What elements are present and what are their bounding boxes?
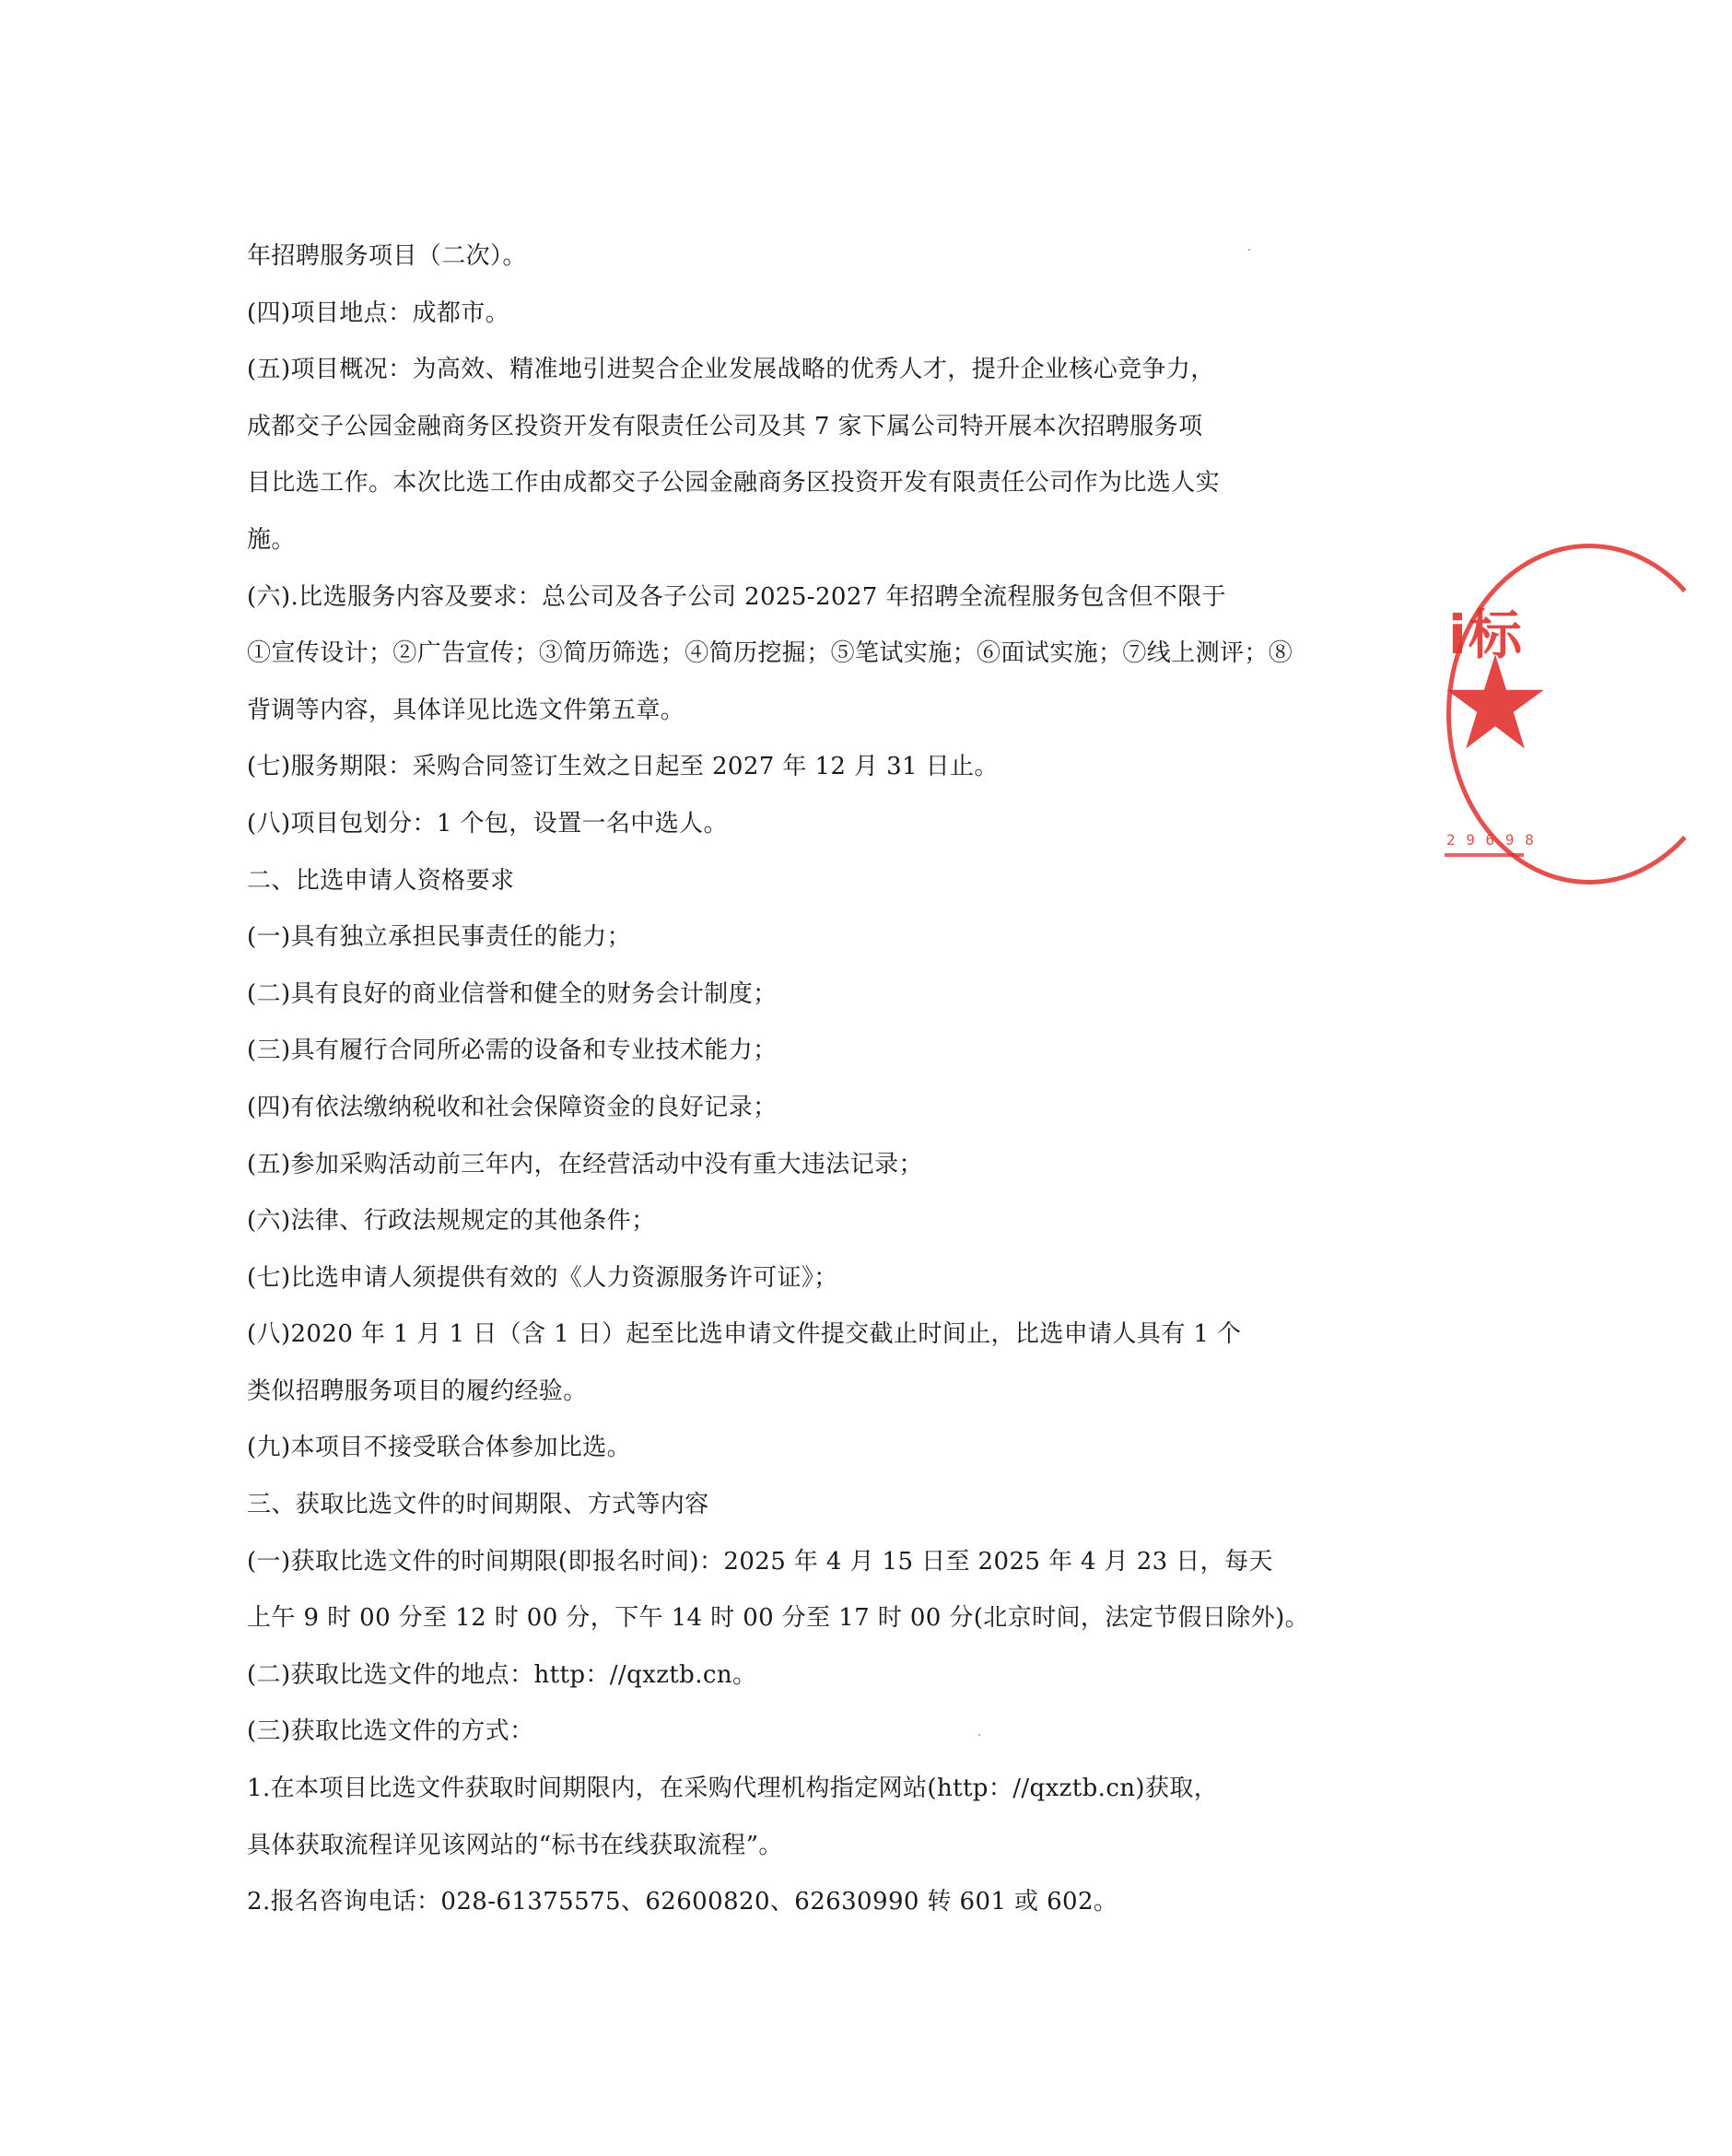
text-line: (六)法律、行政法规规定的其他条件；	[247, 1207, 656, 1236]
scan-speck	[978, 1734, 980, 1736]
star-icon	[1445, 652, 1546, 754]
seal-number: 2 9 6 9 8	[1446, 831, 1535, 849]
text-line: ①宣传设计；②广告宣传；③简历筛选；④简历挖掘；⑤笔试实施；⑥面试实施；⑦线上测评；⑧	[247, 639, 1293, 668]
text-line: (九)本项目不接受联合体参加比选。	[247, 1434, 632, 1462]
text-line: 施。	[247, 525, 296, 554]
text-line: (一)获取比选文件的时间期限(即报名时间)：2025 年 4 月 15 日至 2025 年 4 月 23 日，每天	[247, 1547, 1273, 1576]
text-line: (三)具有履行合同所必需的设备和专业技术能力；	[247, 1037, 778, 1065]
text-line: (六).比选服务内容及要求：总公司及各子公司 2025-2027 年招聘全流程服务包含但不限于	[247, 582, 1227, 611]
red-seal-stamp	[1437, 544, 1535, 875]
text-line: 成都交子公园金融商务区投资开发有限责任公司及其 7 家下属公司特开展本次招聘服务项	[247, 412, 1203, 440]
text-line: 年招聘服务项目（二次）。	[247, 242, 527, 270]
text-line: (五)项目概况：为高效、精准地引进契合企业发展战略的优秀人才，提升企业核心竞争力，	[247, 356, 1215, 384]
text-line: 2.报名咨询电话：028-61375575、62600820、62630990 转 601 或 602。	[247, 1888, 1118, 1916]
section-heading: 二、比选申请人资格要求	[247, 866, 515, 895]
text-line: 上午 9 时 00 分至 12 时 00 分，下午 14 时 00 分至 17 时 00 分(北京时间，法定节假日除外)。	[247, 1604, 1310, 1633]
text-line: (四)有依法缴纳税收和社会保障资金的良好记录；	[247, 1093, 778, 1121]
text-line: (七)服务期限：采购合同签订生效之日起至 2027 年 12 月 31 日止。	[247, 753, 999, 781]
text-line: (二)具有良好的商业信誉和健全的财务会计制度；	[247, 979, 778, 1008]
text-line: (八)2020 年 1 月 1 日（含 1 日）起至比选申请文件提交截止时间止，比选申请人具有 1 个	[247, 1320, 1242, 1349]
section-heading: 三、获取比选文件的时间期限、方式等内容	[247, 1491, 709, 1519]
text-line: (二)获取比选文件的地点：http：//qxztb.cn。	[247, 1660, 757, 1689]
text-line: (四)项目地点：成都市。	[247, 299, 510, 327]
text-line: (一)具有独立承担民事责任的能力；	[247, 923, 632, 952]
text-line: (八)项目包划分：1 个包，设置一名中选人。	[247, 809, 728, 838]
text-line: 类似招聘服务项目的履约经验。	[247, 1377, 588, 1405]
scan-speck	[1248, 249, 1250, 251]
text-line: (五)参加采购活动前三年内，在经营活动中没有重大违法记录；	[247, 1150, 923, 1178]
text-line: 具体获取流程详见该网站的“标书在线获取流程”。	[247, 1831, 783, 1859]
text-line: 1.在本项目比选文件获取时间期限内，在采购代理机构指定网站(http：//qxztb.cn)获取，	[247, 1775, 1219, 1803]
text-line: (三)获取比选文件的方式：	[247, 1717, 534, 1746]
text-line: 目比选工作。本次比选工作由成都交子公园金融商务区投资开发有限责任公司作为比选人实	[247, 469, 1221, 498]
document-body	[247, 228, 1310, 1931]
seal-underline	[1445, 853, 1524, 857]
text-line: 背调等内容，具体详见比选文件第五章。	[247, 696, 685, 724]
text-line: (七)比选申请人须提供有效的《人力资源服务许可证》；	[247, 1263, 838, 1292]
seal-text: i标	[1448, 603, 1524, 666]
